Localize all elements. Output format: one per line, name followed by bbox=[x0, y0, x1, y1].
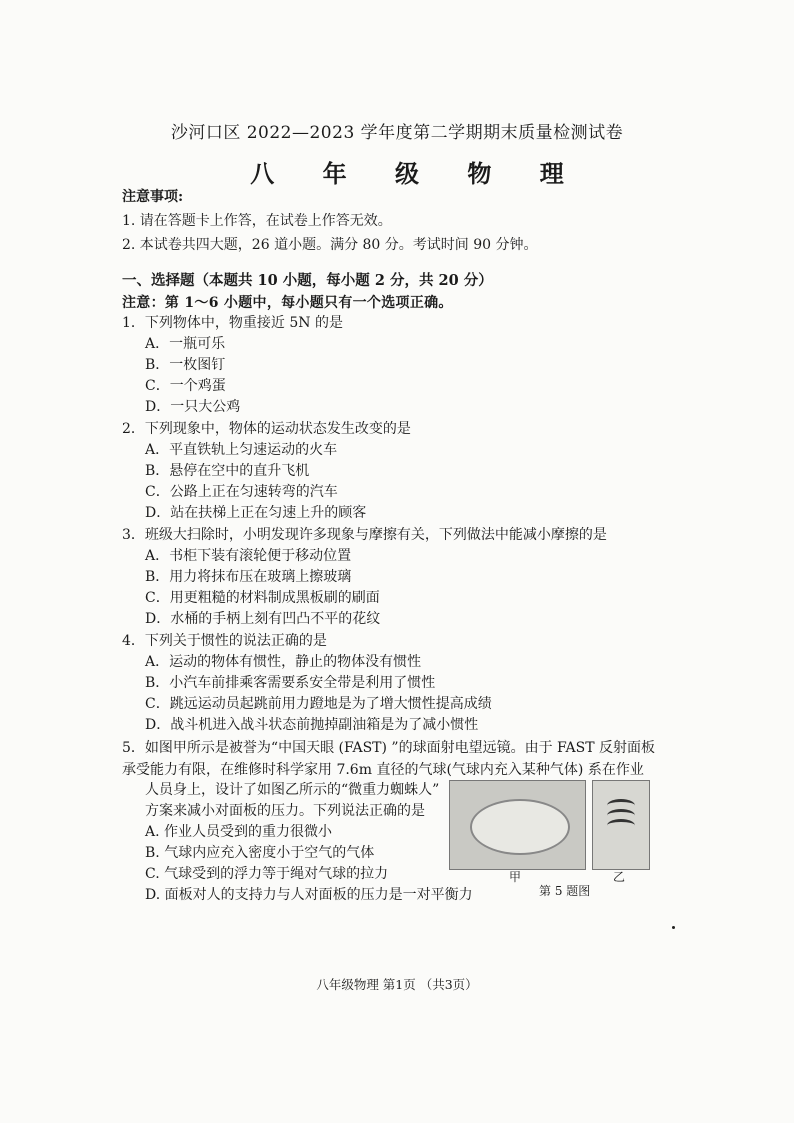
telescope-dish bbox=[470, 799, 570, 855]
question-3 bbox=[122, 525, 607, 630]
question-5-stem bbox=[122, 738, 697, 781]
question-option: A．书柜下装有滚轮便于移动位置 bbox=[145, 548, 352, 564]
question-stem: 1．下列物体中，物重接近 5N 的是 bbox=[122, 315, 343, 331]
figure-caption: 第 5 题图 bbox=[539, 884, 591, 898]
question-option: A．运动的物体有惯性，静止的物体没有惯性 bbox=[145, 654, 422, 670]
question-5-options bbox=[145, 822, 473, 906]
question-option: D．站在扶梯上正在匀速上升的顾客 bbox=[145, 505, 367, 521]
question-stem-line: 承受能力有限，在维修时科学家用 7.6m 直径的气球(气球内充入某种气体) 系在作业 bbox=[122, 761, 644, 778]
question-5-stem-cont bbox=[145, 780, 439, 802]
question-stem-line: 人员身上，设计了如图乙所示的“微重力蜘蛛人” bbox=[145, 782, 440, 798]
figure-label-yi: 乙 bbox=[613, 870, 626, 884]
notice-item: 2. 本试卷共四大题，26 道小题。满分 80 分。考试时间 90 分钟。 bbox=[122, 237, 538, 253]
question-option: D．一只大公鸡 bbox=[145, 399, 241, 415]
page-footer: 八年级物理 第1页 （共3页） bbox=[316, 977, 478, 992]
question-option: A. 作业人员受到的重力很微小 bbox=[145, 824, 333, 840]
notice-heading: 注意事项: bbox=[122, 189, 184, 205]
notice-item: 1. 请在答题卡上作答，在试卷上作答无效。 bbox=[122, 213, 392, 229]
question-option: A．一瓶可乐 bbox=[145, 336, 226, 352]
spider-man-photo bbox=[592, 780, 650, 870]
question-4 bbox=[122, 631, 492, 736]
question-option: C．公路上正在匀速转弯的汽车 bbox=[145, 484, 338, 500]
figure-label-jia: 甲 bbox=[509, 870, 522, 884]
question-stem: 2．下列现象中，物体的运动状态发生改变的是 bbox=[122, 421, 411, 437]
question-2 bbox=[122, 419, 411, 524]
scan-speck bbox=[672, 926, 675, 929]
question-stem-line: 5．如图甲所示是被誉为“中国天眼 (FAST) ”的球面射电望远镜。由于 FAST 反射面板 bbox=[122, 740, 656, 756]
question-option: D．水桶的手柄上刻有凹凸不平的花纹 bbox=[145, 611, 381, 627]
question-option: B．一枚图钉 bbox=[145, 357, 226, 373]
question-5-figure bbox=[449, 780, 691, 898]
question-option: B．悬停在空中的直升飞机 bbox=[145, 463, 310, 479]
question-option: C．一个鸡蛋 bbox=[145, 378, 226, 394]
question-stem: 4．下列关于惯性的说法正确的是 bbox=[122, 633, 327, 649]
question-option: C. 气球受到的浮力等于绳对气球的拉力 bbox=[145, 866, 389, 882]
question-option: B．用力将抹布压在玻璃上擦玻璃 bbox=[145, 569, 352, 585]
question-option: C．用更粗糙的材料制成黑板刷的刷面 bbox=[145, 590, 380, 606]
fast-telescope-photo bbox=[449, 780, 586, 870]
section-title: 一、选择题（本题共 10 小题，每小题 2 分，共 20 分） bbox=[122, 272, 493, 289]
question-option: C．跳远运动员起跳前用力蹬地是为了增大惯性提高成绩 bbox=[145, 696, 492, 712]
section-note: 注意：第 1～6 小题中，每小题只有一个选项正确。 bbox=[122, 295, 453, 311]
notice-block bbox=[122, 185, 538, 257]
question-option: D. 面板对人的支持力与人对面板的压力是一对平衡力 bbox=[145, 887, 473, 903]
question-1 bbox=[122, 313, 343, 418]
exam-title: 沙河口区 2022—2023 学年度第二学期期末质量检测试卷 bbox=[170, 123, 624, 143]
question-option: D．战斗机进入战斗状态前抛掉副油箱是为了减小惯性 bbox=[145, 717, 479, 733]
question-5-stem-cont bbox=[145, 801, 425, 823]
question-option: B. 气球内应充入密度小于空气的气体 bbox=[145, 845, 375, 861]
question-stem-line: 方案来减小对面板的压力。下列说法正确的是 bbox=[145, 803, 425, 819]
question-stem: 3．班级大扫除时，小明发现许多现象与摩擦有关，下列做法中能减小摩擦的是 bbox=[122, 527, 607, 543]
subject-title: 八 年 级 物 理 bbox=[250, 159, 584, 188]
question-option: A．平直铁轨上匀速运动的火车 bbox=[145, 442, 338, 458]
question-option: B．小汽车前排乘客需要系安全带是利用了惯性 bbox=[145, 675, 436, 691]
